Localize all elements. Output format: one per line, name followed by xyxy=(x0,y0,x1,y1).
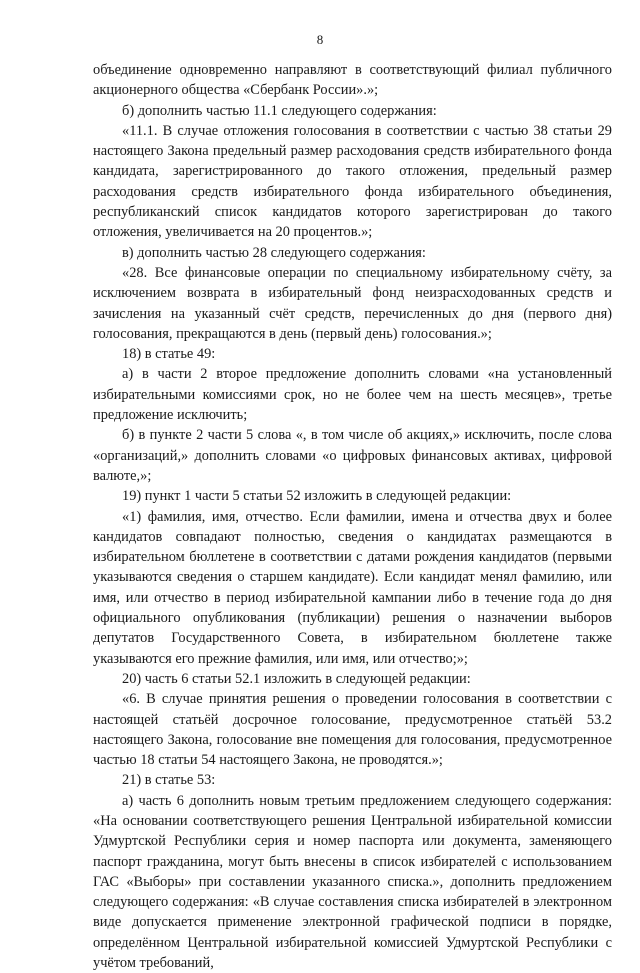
paragraph-item-19-text: «1) фамилия, имя, отчество. Если фамилии, имена и отчества двух и более кандидатов совпадают полностью, сведения о кандидатах размещаются в избирательном бюллетене в соответствии с датами рождения кандидатов (первыми указываются сведения о старшем кандидате). Если кандидат менял фамилию, или имя, или отчество в период избирательной кампании либо в течение года до дня официального опубликования (публикации) решения о назначении выборов депутатов Государственного Совета, в избирательном бюллетене также указываются его прежние фамилия, или имя, или отчество;»; xyxy=(93,508,612,667)
paragraph-item-21-a: а) часть 6 дополнить новым третьим предложением следующего содержания: «На основании соответствующего решения Центральной избирательной комиссии Удмуртской Республики серия и номер паспорта или документа, заменяющего паспорт гражданина, могут быть внесены в список избирателей с использованием ГАС «Выборы» при составлении указанного списка.», дополнить предложением следующего содержания: «В случае составления списка избирателей в электронном виде допускается применение электронной графической подписи в порядке, определённом Центральной избирательной комиссией Удмуртской Республики с учётом требований, xyxy=(93,792,612,972)
page-number: 8 xyxy=(316,32,324,47)
paragraph-item-20: 20) часть 6 статьи 52.1 изложить в следующей редакции: xyxy=(122,670,471,687)
paragraph-item-18: 18) в статье 49: xyxy=(122,346,216,363)
paragraph-amendment-b: б) дополнить частью 11.1 следующего содержания: xyxy=(122,102,437,119)
paragraph-part-28: «28. Все финансовые операции по специальному избирательному счёту, за исключением возврата в избирательный фонд неизрасходованных средств и зачисления на указанный счёт средств, перечисленных до дня (первого дня) голосования, прекращаются в день (первый день) голосования.»; xyxy=(93,264,612,342)
paragraph-item-20-text: «6. В случае принятия решения о проведении голосования в соответствии с настоящей статьёй досрочное голосование, предусмотренное статьёй 53.2 настоящего Закона, голосование вне помещения для голосования, предусмотренное частью 18 статьи 54 настоящего Закона, не проводятся.»; xyxy=(93,691,612,769)
document-body xyxy=(93,60,612,973)
paragraph-part-11-1: «11.1. В случае отложения голосования в соответствии с частью 38 статьи 29 настоящего Закона предельный размер расходования средств избирательного фонда кандидата, зарегистрированного до такого отложения, предельный размер расходования средств избирательного фонда избирательного объединения, республиканский список кандидатов которого зарегистрирован до такого отложения, увеличивается на 20 процентов.»; xyxy=(93,122,612,241)
paragraph-item-21: 21) в статье 53: xyxy=(122,772,216,789)
paragraph-item-18-b: б) в пункте 2 части 5 слова «, в том числе об акциях,» исключить, после слова «организаций,» дополнить словами «о цифровых финансовых активах, цифровой валюте,»; xyxy=(93,427,612,484)
paragraph-amendment-v: в) дополнить частью 28 следующего содержания: xyxy=(122,244,426,261)
paragraph-item-18-a: а) в части 2 второе предложение дополнить словами «на установленный избирательными комиссиями срок, но не более чем на шесть месяцев», третье предложение исключить; xyxy=(93,366,612,424)
paragraph-continuation: объединение одновременно направляют в соответствующий филиал публичного акционерного общества «Сбербанк России».»; xyxy=(93,62,612,99)
paragraph-item-19: 19) пункт 1 части 5 статьи 52 изложить в следующей редакции: xyxy=(122,488,512,505)
